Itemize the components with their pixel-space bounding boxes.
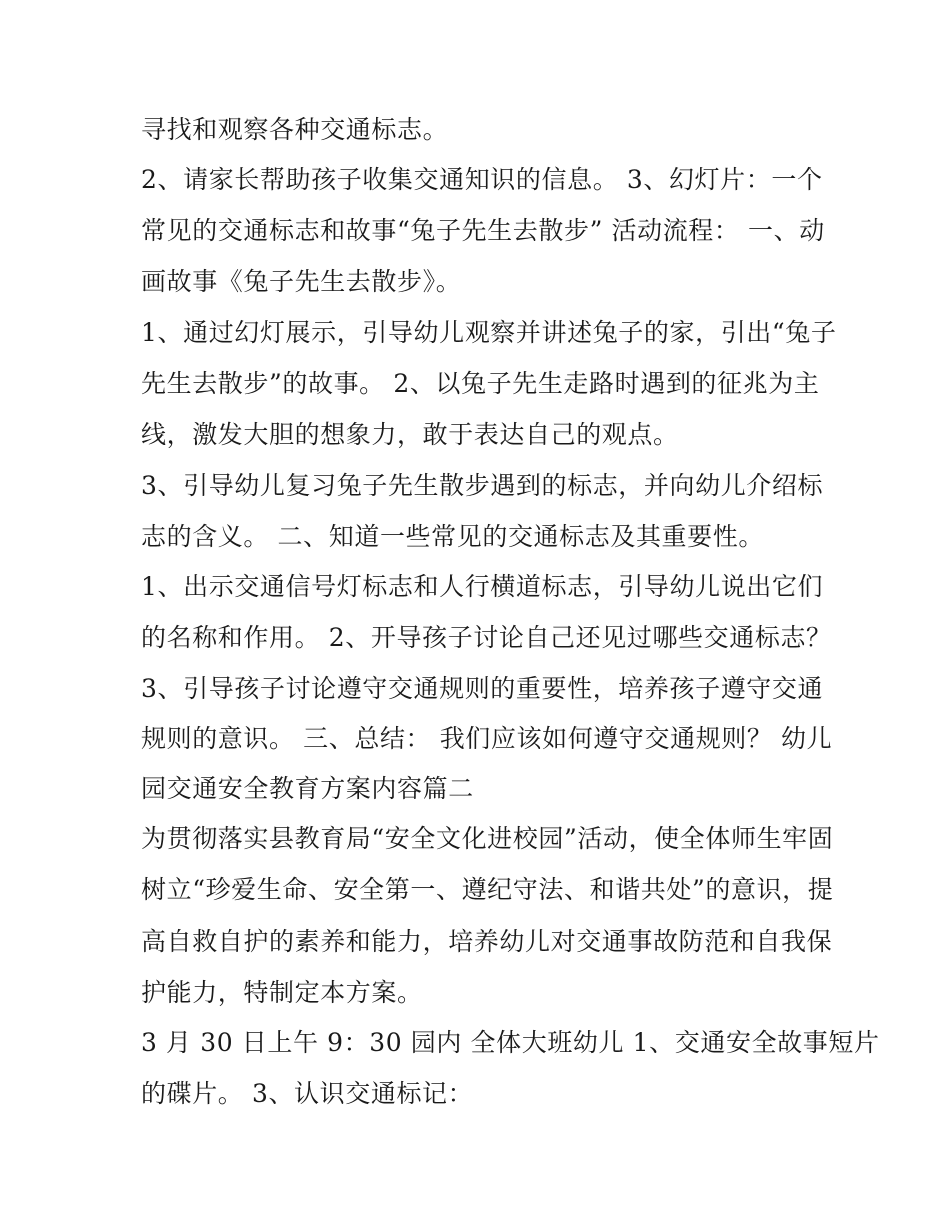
text-line-9: 志的含义。 二、知道一些常见的交通标志及其重要性。	[141, 522, 764, 551]
text-line-4: 画故事《兔子先生去散步》。	[141, 267, 462, 296]
text-line-2: 2、请家长帮助孩子收集交通知识的信息。 3、幻灯片：一个	[141, 165, 823, 194]
text-line-8: 3、引导幼儿复习兔子先生散步遇到的标志，并向幼儿介绍标	[141, 471, 824, 500]
text-line-7: 线，激发大胆的想象力，敢于表达自己的观点。	[141, 420, 679, 449]
text-line-17: 高自救自护的素养和能力，培养幼儿对交通事故防范和自我保	[141, 927, 833, 956]
text-line-19: 3 月 30 日上午 9：30 园内 全体大班幼儿 1、交通安全故事短片	[141, 1028, 880, 1057]
text-line-16: 树立“珍爱生命、安全第一、遵纪守法、和谐共处”的意识，提	[141, 875, 834, 904]
text-line-15: 为贯彻落实县教育局“安全文化进校园”活动，使全体师生牢固	[141, 824, 834, 853]
text-line-13: 规则的意识。 三、总结： 我们应该如何遵守交通规则？ 幼儿	[141, 724, 833, 753]
text-line-18: 护能力，特制定本方案。	[141, 978, 423, 1007]
text-line-20: 的碟片。 3、认识交通标记：	[141, 1079, 474, 1108]
text-line-10: 1、出示交通信号灯标志和人行横道标志，引导幼儿说出它们	[141, 572, 824, 601]
text-line-1: 寻找和观察各种交通标志。	[141, 115, 449, 144]
text-line-6: 先生去散步”的故事。 2、以兔子先生走路时遇到的征兆为主	[141, 369, 820, 398]
text-line-14: 园交通安全教育方案内容篇二	[141, 774, 474, 803]
text-line-11: 的名称和作用。 2、开导孩子讨论自己还见过哪些交通标志？	[141, 623, 832, 652]
text-line-3: 常见的交通标志和故事“兔子先生去散步” 活动流程： 一、动	[141, 216, 825, 245]
text-line-5: 1、通过幻灯展示，引导幼儿观察并讲述兔子的家，引出“兔子	[141, 318, 837, 347]
text-line-12: 3、引导孩子讨论遵守交通规则的重要性，培养孩子遵守交通	[141, 674, 824, 703]
